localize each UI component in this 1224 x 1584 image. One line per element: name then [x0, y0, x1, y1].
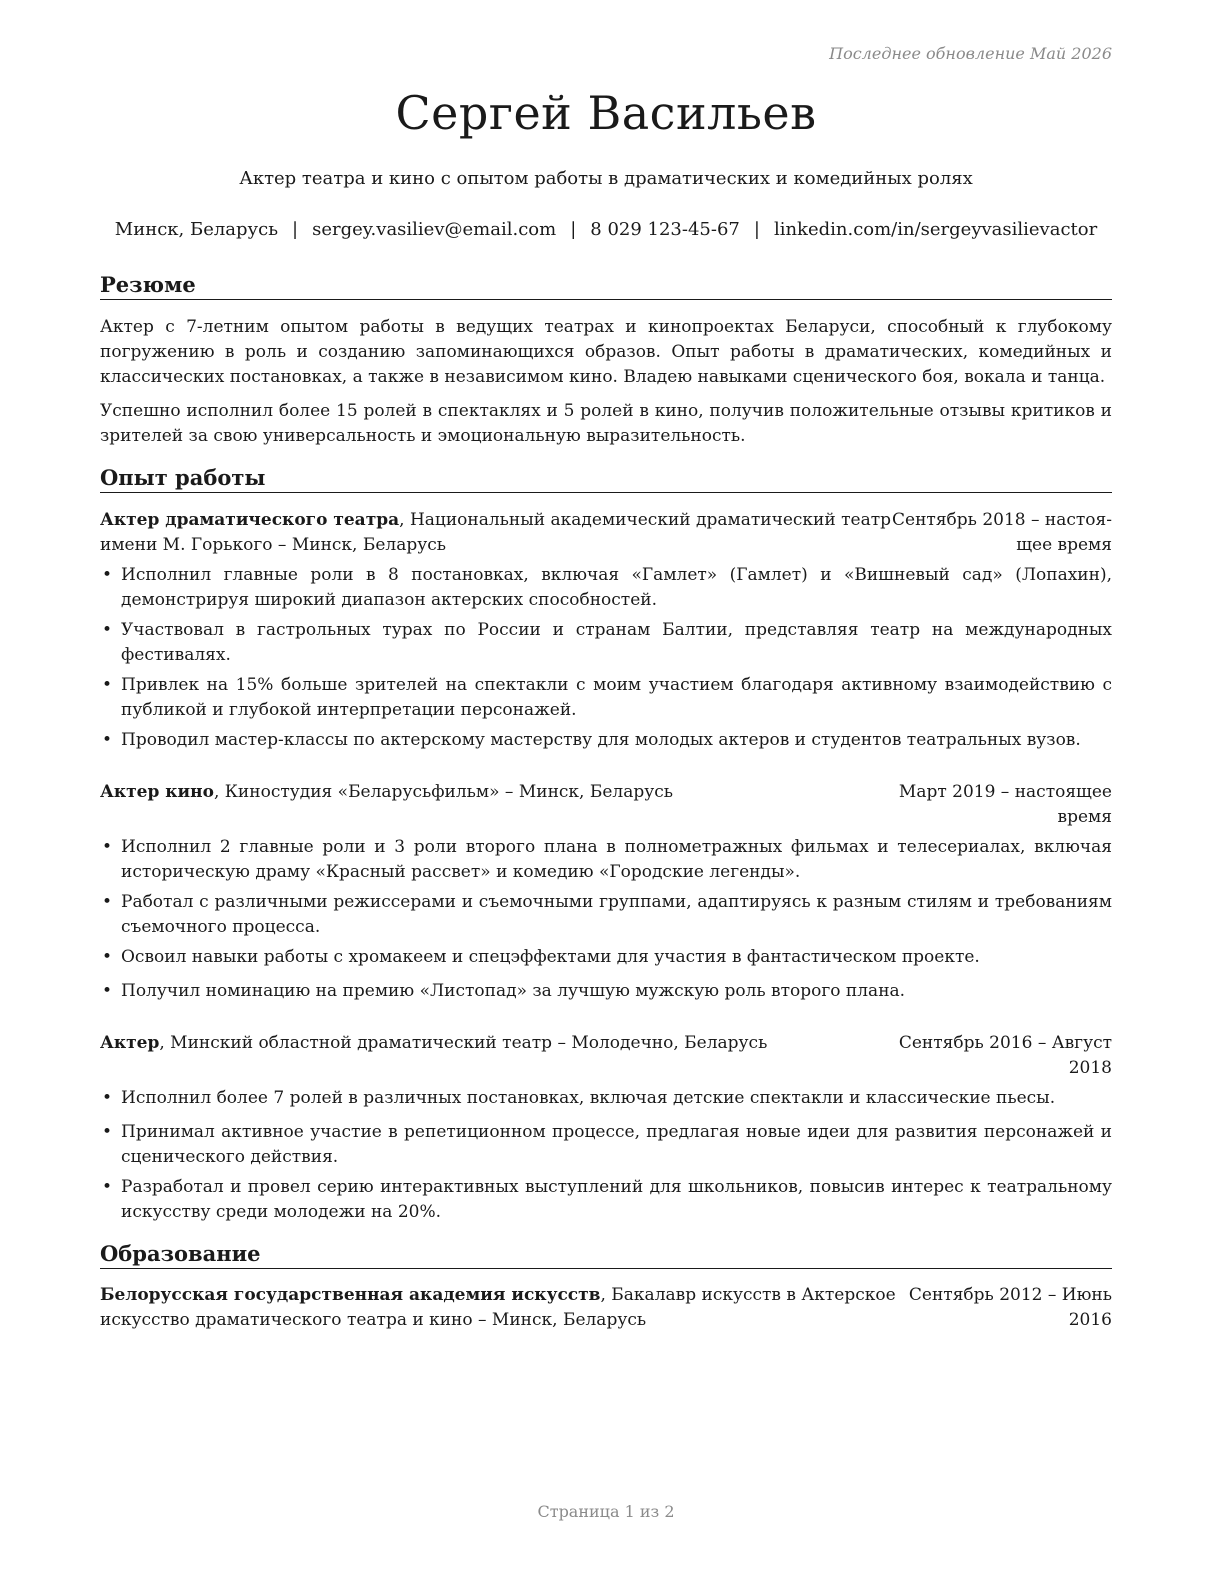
contact-email[interactable]: sergey.vasiliev@email.com: [312, 219, 557, 240]
job-title-line: [100, 780, 673, 805]
contact-separator: |: [292, 219, 299, 240]
job-dates-cont: щее время: [1016, 535, 1112, 555]
job-role: Актер: [100, 1033, 160, 1053]
job-organization-cont: имени М. Горького – Минск, Беларусь: [100, 535, 447, 555]
list-item: • Участвовал в гастрольных турах по России и странам Балтии, представляя театр на международных фестивалях.: [100, 618, 1112, 668]
contact-separator: |: [570, 219, 577, 240]
job-bullets: [100, 1086, 1112, 1225]
list-item: • Работал с различными режиссерами и съемочными группами, адаптируясь к разным стилям и требованиям съемочного процесса.: [100, 890, 1112, 940]
list-item: • Разработал и провел серию интерактивных выступлений для школьников, повысив интерес к театральному искусству среди молодежи на 20%.: [100, 1175, 1112, 1225]
job-dates-cont: 2018: [1068, 1058, 1112, 1078]
job-bullets: [100, 563, 1112, 753]
job-header: [100, 1031, 1112, 1081]
contact-location: Минск, Беларусь: [114, 219, 279, 240]
job-organization: , Минский областной драматический театр – Молодечно, Беларусь: [159, 1033, 768, 1053]
summary-paragraph: Успешно исполнил более 15 ролей в спектаклях и 5 ролей в кино, получив положительные отзывы критиков и зрителей за свою универсальность и эмоциональную выразительность.: [100, 401, 1112, 446]
contact-line: [80, 219, 1132, 240]
list-item: • Освоил навыки работы с хромакеем и спецэффектами для участия в фантастическом проекте.: [100, 945, 1112, 970]
candidate-name: Сергей Васильев: [395, 86, 817, 140]
job-header: [100, 508, 1112, 558]
job-organization: , Национальный академический драматический театр: [399, 510, 891, 530]
contact-linkedin[interactable]: linkedin.com/in/sergeyvasilievactor: [773, 219, 1098, 240]
list-item: • Исполнил более 7 ролей в различных постановках, включая детские спектакли и классические пьесы.: [100, 1086, 1112, 1111]
section-title-experience: Опыт работы: [100, 465, 1112, 493]
education-institution: Белорусская государственная академия искусств: [100, 1285, 601, 1305]
section-title-summary: Резюме: [100, 272, 1112, 300]
education-dates-cont: 2016: [1068, 1310, 1112, 1330]
education-degree: , Бакалавр искусств в Актерское: [600, 1285, 896, 1305]
job-bullets: [100, 835, 1112, 1004]
job-title-line: [100, 1031, 767, 1056]
list-item: • Исполнил главные роли в 8 постановках, включая «Гамлет» (Гамлет) и «Вишневый сад» (Лопахин), демонстрируя широкий диапазон актерских способностей.: [100, 563, 1112, 613]
job-role: Актер кино: [100, 782, 214, 802]
section-title-education: Образование: [100, 1241, 1112, 1269]
tagline: Актер театра и кино с опытом работы в драматических и комедийных ролях: [239, 168, 973, 189]
education-title-line: [100, 1283, 896, 1308]
list-item: • Привлек на 15% больше зрителей на спектакли с моим участием благодаря активному взаимодействию с публикой и глубокой интерпретации персонажей.: [100, 673, 1112, 723]
education-degree-cont: искусство драматического театра и кино – Минск, Беларусь: [100, 1310, 647, 1330]
job-dates: Сентябрь 2018 – настоя-: [892, 510, 1112, 530]
contact-phone[interactable]: 8 029 123-45-67: [590, 219, 740, 240]
page-number: Страница 1 из 2: [537, 1502, 675, 1521]
contact-separator: |: [753, 219, 760, 240]
summary-paragraph: Актер с 7-летним опытом работы в ведущих театрах и кинопроектах Беларуси, способный к глубокому погружению в роль и созданию запоминающихся образов. Опыт работы в драматических, комедийных и классических постановках, а также в независимом кино. Владею навыками сценического боя, вокала и танца.: [100, 317, 1112, 387]
list-item: • Исполнил 2 главные роли и 3 роли второго плана в полнометражных фильмах и телесериалах, включая историческую драму «Красный рассвет» и комедию «Городские легенды».: [100, 835, 1112, 885]
job-dates: Сентябрь 2016 – Август: [898, 1033, 1112, 1053]
job-dates-cont: время: [1057, 807, 1112, 827]
education-dates: Сентябрь 2012 – Июнь: [908, 1285, 1112, 1305]
job-dates: Март 2019 – настоящее: [898, 782, 1112, 802]
job-header: [100, 780, 1112, 830]
job-title-line: [100, 508, 891, 533]
last-updated: Последнее обновление Май 2026: [829, 44, 1112, 63]
job-role: Актер драматического театра: [100, 510, 400, 530]
list-item: • Получил номинацию на премию «Листопад» за лучшую мужскую роль второго плана.: [100, 979, 1112, 1004]
list-item: • Принимал активное участие в репетиционном процессе, предлагая новые идеи для развития персонажей и сценического действия.: [100, 1120, 1112, 1170]
education-entry: [100, 1283, 1112, 1333]
list-item: • Проводил мастер-классы по актерскому мастерству для молодых актеров и студентов театральных вузов.: [100, 728, 1112, 753]
job-organization: , Киностудия «Беларусьфильм» – Минск, Беларусь: [213, 782, 674, 802]
